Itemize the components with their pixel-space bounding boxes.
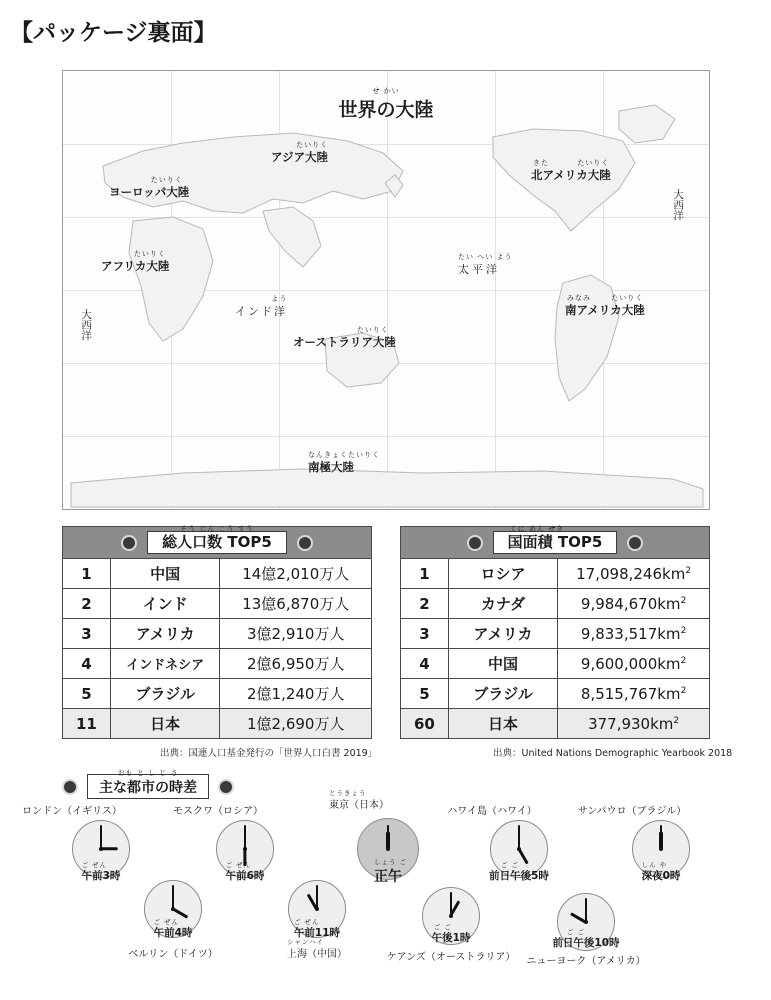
circle-icon <box>467 535 483 551</box>
clock-city-hawaii: ハワイ島（ハワイ） <box>447 806 537 817</box>
timezone-section-header <box>62 769 234 799</box>
map-label-south-america: みなみ たいりく 南アメリカ大陸 <box>565 294 645 317</box>
clock-center-dot <box>99 847 103 851</box>
table-row: 2 インド 13億6,870万人 <box>63 589 372 619</box>
table-row-japan: 60 日本 $377,930km^2$ <box>401 709 710 739</box>
clock-minute-hand <box>244 825 246 849</box>
map-label-africa: たいりく アフリカ大陸 <box>101 250 170 273</box>
clock-center-dot <box>659 847 663 851</box>
clock-time-shanghai: ご ぜん 午前11時 <box>293 918 341 939</box>
map-title-text: 世界の大陸 <box>338 99 434 121</box>
map-label-australia: たいりく オーストラリア大陸 <box>293 326 396 349</box>
area-table <box>400 526 710 739</box>
table-row-japan: 11 日本 1億2,690万人 <box>63 709 372 739</box>
table-row: 4 インドネシア 2億6,950万人 <box>63 649 372 679</box>
table-row: 1 ロシア $17,098,246km^2$ <box>401 559 710 589</box>
clock-center-dot <box>517 847 521 851</box>
table-row: 1 中国 14億2,010万人 <box>63 559 372 589</box>
map-landmass-shapes <box>63 71 710 510</box>
clock-city-moscow: モスクワ（ロシア） <box>173 806 263 817</box>
map-label-pacific-ocean: たい へい よう 太平洋 <box>458 253 513 276</box>
clock-city-shanghai: シャンハイ 上海（中国） <box>287 938 347 960</box>
clock-time-saopaulo: しん や 深夜0時 <box>641 861 681 882</box>
map-label-north-america: きた たいりく 北アメリカ大陸 <box>531 159 611 182</box>
map-label-atlantic-ocean-west: 大西洋 <box>80 309 93 341</box>
table-row: 4 中国 $9,600,000km^2$ <box>401 649 710 679</box>
timezone-section-title: おも と し じ さ 主な都市の時差 <box>87 774 209 799</box>
table-row: 3 アメリカ $9,833,517km^2$ <box>401 619 710 649</box>
circle-icon <box>121 535 137 551</box>
clock-time-tokyo: しょう ご 正午 <box>374 858 408 885</box>
clock-time-berlin: ご ぜん 午前4時 <box>153 918 193 939</box>
clock-city-berlin: ベルリン（ドイツ） <box>128 949 218 960</box>
world-map <box>62 70 710 510</box>
page-title: 【パッケージ裏面】 <box>10 20 217 46</box>
map-label-europe: たいりく ヨーロッパ大陸 <box>109 176 190 199</box>
area-title-ruby: くに めん せき <box>509 525 565 534</box>
timezone-title-ruby: おも と し じ さ <box>117 769 179 777</box>
clock-minute-hand <box>100 825 102 849</box>
clock-minute-hand <box>172 885 174 909</box>
population-table-header <box>63 527 372 559</box>
map-title <box>63 87 709 122</box>
clock-city-london: ロンドン（イギリス） <box>22 806 122 817</box>
clock-time-newyork: ご ご 前日午後10時 <box>552 928 620 949</box>
clock-center-dot <box>243 847 247 851</box>
clock-minute-hand <box>316 885 318 909</box>
area-table-source: 出典：United Nations Demographic Yearbook 2018 <box>493 748 733 759</box>
clock-center-dot <box>449 914 453 918</box>
map-title-ruby: せ かい <box>372 87 400 95</box>
clock-hour-hand <box>101 847 118 850</box>
clock-time-cairns: ご ご 午後1時 <box>431 923 471 944</box>
circle-icon <box>627 535 643 551</box>
clock-city-cairns: ケアンズ（オーストラリア） <box>386 952 516 963</box>
map-label-indian-ocean: よう インド洋 <box>235 295 288 318</box>
clock-city-tokyo: とうきょう 東京（日本） <box>329 789 389 811</box>
table-row: 5 ブラジル $8,515,767km^2$ <box>401 679 710 709</box>
clock-city-newyork: ニューヨーク（アメリカ） <box>526 956 646 967</box>
population-title-ruby: そう じん こう すう <box>180 525 254 534</box>
clock-city-saopaulo: サンパウロ（ブラジル） <box>577 806 687 817</box>
clock-minute-hand <box>585 898 587 922</box>
circle-icon <box>297 535 313 551</box>
clock-time-hawaii: ご ご 前日午後5時 <box>489 861 549 882</box>
map-label-antarctica: なんきょくたいりく 南極大陸 <box>308 451 380 474</box>
clock-center-dot <box>315 907 319 911</box>
population-table-source: 出典：国連人口基金発行の「世界人口白書 2019」 <box>160 748 378 759</box>
map-label-asia: たいりく アジア大陸 <box>271 141 329 164</box>
population-table <box>62 526 372 739</box>
clock-center-dot <box>386 847 390 851</box>
map-label-atlantic-ocean-east: 大西洋 <box>672 189 685 221</box>
area-table-header <box>401 527 710 559</box>
area-table-title: くに めん せき 国面積 TOP5 <box>493 531 618 553</box>
circle-icon <box>62 779 78 795</box>
table-row: 3 アメリカ 3億2,910万人 <box>63 619 372 649</box>
circle-icon <box>218 779 234 795</box>
population-table-title: そう じん こう すう 総人口数 TOP5 <box>147 531 287 553</box>
table-row: 2 カナダ $9,984,670km^2$ <box>401 589 710 619</box>
clock-minute-hand <box>518 825 520 849</box>
clock-time-london: ご ぜん 午前3時 <box>81 861 121 882</box>
table-row: 5 ブラジル 2億1,240万人 <box>63 679 372 709</box>
clock-time-moscow: ご ぜん 午前6時 <box>225 861 265 882</box>
clock-center-dot <box>171 907 175 911</box>
clock-center-dot <box>584 920 588 924</box>
